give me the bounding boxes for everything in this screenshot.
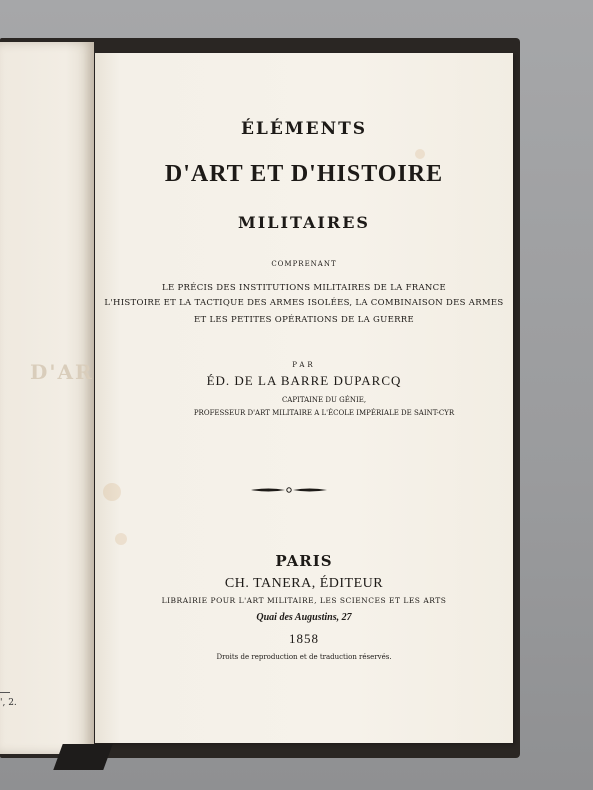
publisher-name: CH. TANERA, ÉDITEUR — [224, 576, 384, 591]
bookmark-ribbon — [53, 744, 112, 770]
contents-line-3: ET LES PETITES OPÉRATIONS DE LA GUERRE — [194, 315, 414, 325]
author-rank: CAPITAINE DU GÉNIE, — [281, 396, 367, 404]
title-line-1: ÉLÉMENTS — [240, 119, 368, 139]
left-page-bleed-text: D'AR — [30, 360, 94, 384]
title-line-3: MILITAIRES — [238, 213, 370, 232]
publication-year: 1858 — [289, 631, 319, 646]
comprenant-label: COMPRENANT — [271, 260, 337, 268]
left-page — [0, 42, 94, 754]
publisher-address: Quai des Augustins, 27 — [256, 612, 352, 623]
ornament-rule — [251, 484, 327, 496]
par-label: PAR — [292, 361, 316, 369]
contents-line-2: L'HISTOIRE ET LA TACTIQUE DES ARMES ISOLÉES, LA COMBINAISON DES ARMES — [104, 298, 504, 308]
left-page-footnote: ', 2. — [0, 698, 17, 708]
foxing-spot — [415, 149, 425, 159]
foxing-spot — [115, 533, 127, 545]
publisher-description: LIBRAIRIE POUR L'ART MILITAIRE, LES SCIENCES ET LES ARTS — [161, 596, 447, 605]
publication-city: PARIS — [275, 552, 333, 570]
author-position: PROFESSEUR D'ART MILITAIRE A L'ÉCOLE IMPÉRIALE DE SAINT-CYR — [193, 409, 455, 417]
foxing-spot — [103, 483, 121, 501]
title-line-2: D'ART ET D'HISTOIRE — [164, 161, 444, 187]
rights-notice: Droits de reproduction et de traduction réservés. — [216, 653, 392, 661]
left-page-footnote-rule — [0, 692, 10, 693]
contents-line-1: LE PRÉCIS DES INSTITUTIONS MILITAIRES DE LA FRANCE — [162, 283, 446, 293]
author-name: ÉD. DE LA BARRE DUPARCQ — [206, 373, 402, 388]
title-page — [95, 53, 513, 743]
